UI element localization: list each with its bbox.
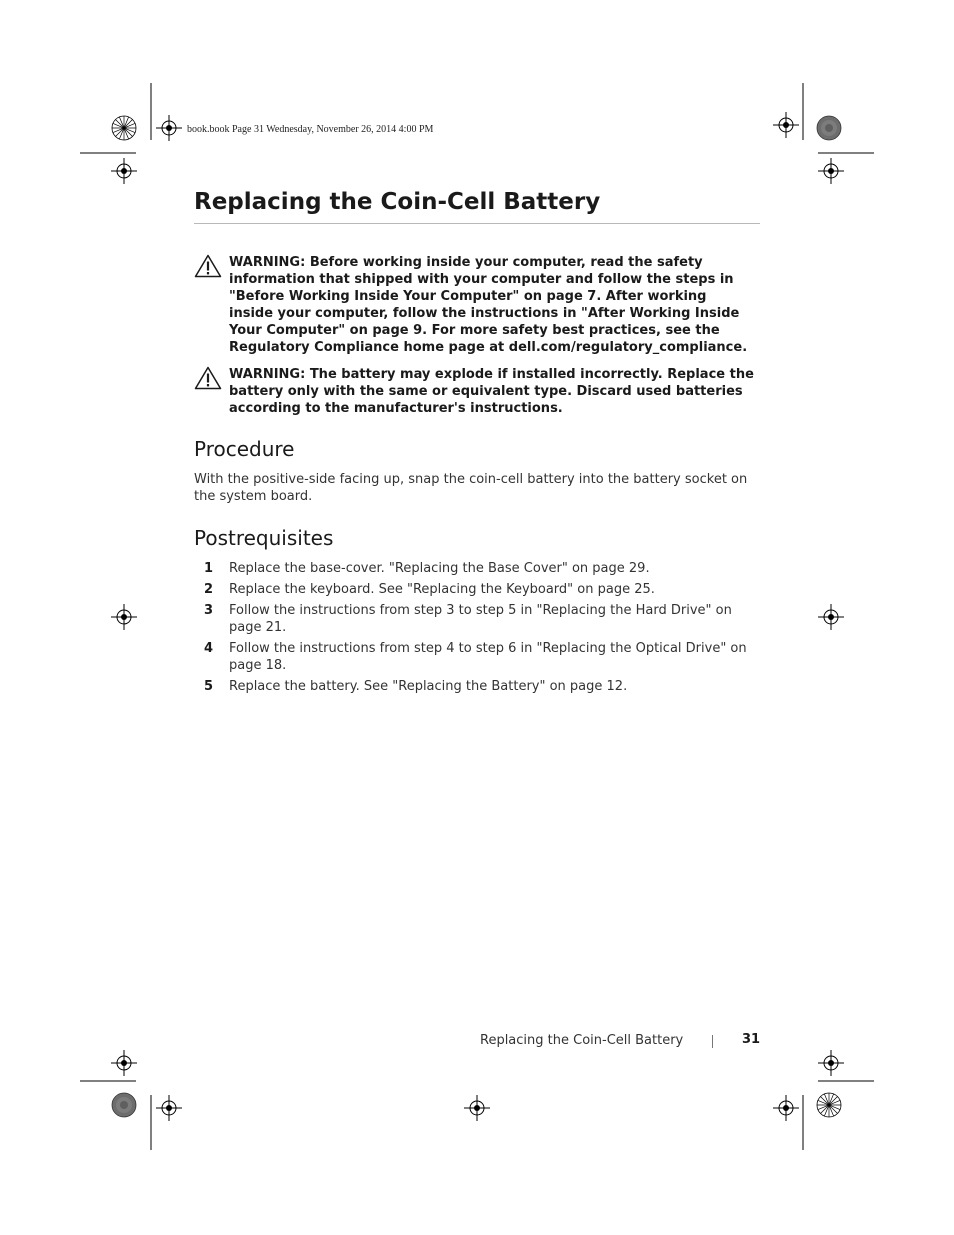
title-rule: [194, 223, 760, 224]
warning-triangle-icon: [194, 366, 222, 390]
step-text: Follow the instructions from step 4 to step 6 in "Replacing the Optical Drive" on page 18.: [229, 641, 747, 673]
footer-section-title: Replacing the Coin-Cell Battery: [480, 1033, 684, 1048]
color-target-icon: [112, 1093, 136, 1117]
page-title: Replacing the Coin-Cell Battery: [194, 189, 601, 215]
list-item: [194, 678, 760, 695]
step-number: 1: [204, 561, 214, 576]
step-text: Replace the keyboard. See "Replacing the Keyboard" on page 25.: [229, 582, 655, 597]
color-target-icon: [817, 1093, 841, 1117]
registration-mark-icon: [818, 1050, 844, 1076]
step-number: 5: [204, 679, 214, 694]
list-item: [194, 581, 760, 598]
registration-mark-icon: [818, 158, 844, 184]
registration-mark-icon: [156, 1095, 182, 1121]
list-item: [194, 640, 760, 674]
step-text: Replace the base-cover. "Replacing the Base Cover" on page 29.: [229, 561, 650, 576]
step-text: Replace the battery. See "Replacing the Battery" on page 12.: [229, 679, 628, 694]
registration-mark-icon: [773, 1095, 799, 1121]
registration-mark-icon: [111, 604, 137, 630]
warning-text: WARNING: The battery may explode if installed incorrectly. Replace the battery only with the same or equivalent type. Discard used batteries according to the manufacturer's instructions.: [229, 367, 754, 416]
registration-mark-icon: [818, 604, 844, 630]
registration-mark-icon: [773, 112, 799, 138]
step-number: 3: [204, 603, 214, 618]
color-target-icon: [817, 116, 841, 140]
warning-triangle-icon: [194, 254, 222, 278]
print-slug: book.book Page 31 Wednesday, November 26, 2014 4:00 PM: [187, 124, 434, 135]
color-target-icon: [112, 116, 136, 140]
warning-text: WARNING: Before working inside your computer, read the safety information that shipped with your computer and follow the steps in "Before Working Inside Your Computer" on page 7. After working inside your computer, follow the instructions in "After Working Inside Your Computer" on page 9. For more safety best practices, see the Regulatory Compliance home page at dell.com/regulatory_compliance.: [229, 255, 748, 355]
step-number: 2: [204, 582, 214, 597]
postrequisites-heading: Postrequisites: [194, 526, 334, 550]
registration-mark-icon: [111, 1050, 137, 1076]
step-number: 4: [204, 641, 214, 656]
registration-mark-icon: [111, 158, 137, 184]
procedure-text: With the positive-side facing up, snap the coin-cell battery into the battery socket on the system board.: [194, 472, 748, 504]
procedure-heading: Procedure: [194, 437, 295, 461]
registration-mark-icon: [464, 1095, 490, 1121]
step-text: Follow the instructions from step 3 to step 5 in "Replacing the Hard Drive" on page 21.: [229, 603, 732, 635]
postrequisites-list: [194, 560, 760, 699]
list-item: [194, 560, 760, 577]
page-number: 31: [742, 1032, 761, 1047]
footer-separator: [712, 1035, 713, 1048]
registration-mark-icon: [156, 115, 182, 141]
list-item: [194, 602, 760, 636]
